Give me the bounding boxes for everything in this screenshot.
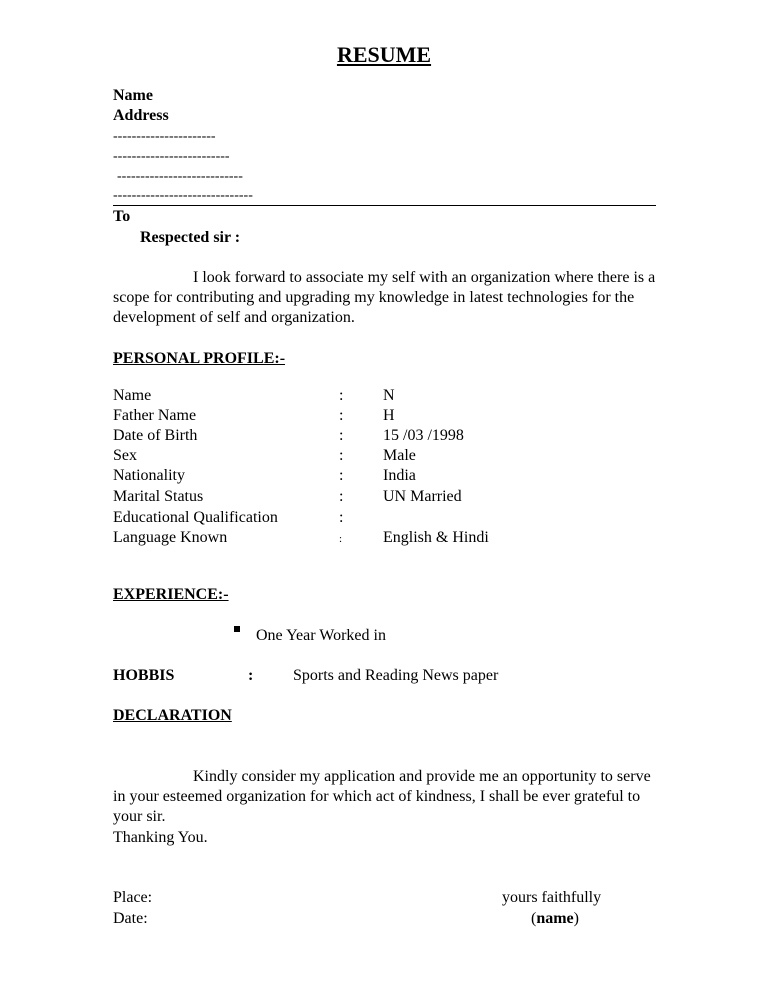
profile-label: Marital Status — [113, 488, 204, 505]
signature-name — [531, 909, 579, 929]
thanking-text: Thanking You. — [113, 829, 208, 846]
address-label: Address — [113, 107, 169, 124]
salutation: Respected sir : — [140, 229, 241, 246]
to-label: To — [113, 208, 131, 225]
name-paren-close: ) — [573, 910, 579, 927]
bullet-icon — [234, 626, 240, 632]
profile-separator: : — [339, 509, 344, 526]
profile-label: Nationality — [113, 467, 185, 484]
hobbies-separator: : — [248, 667, 254, 684]
experience-heading: EXPERIENCE:- — [113, 586, 229, 603]
profile-separator: : — [339, 387, 344, 404]
profile-value: English & Hindi — [383, 529, 489, 546]
profile-value: UN Married — [383, 488, 462, 505]
profile-label: Language Known — [113, 529, 228, 546]
profile-value: India — [383, 467, 416, 484]
page-title: RESUME — [336, 42, 432, 67]
address-line-4: ------------------------------ — [113, 188, 253, 203]
profile-label: Name — [113, 387, 152, 404]
profile-value: Male — [383, 447, 416, 464]
profile-label: Educational Qualification — [113, 509, 278, 526]
closing-text: yours faithfully — [502, 889, 602, 906]
profile-label: Father Name — [113, 407, 197, 424]
header-divider — [113, 205, 656, 206]
experience-item: One Year Worked in — [256, 627, 386, 644]
profile-separator: : — [339, 407, 344, 424]
profile-separator: : — [339, 467, 344, 484]
address-line-1: ---------------------- — [113, 129, 216, 144]
objective-text: I look forward to associate my self with an organization where there is a scope for contributing and upgrading my knowledge in latest technologies for the development of self and organization. — [113, 269, 656, 326]
hobbies-value: Sports and Reading News paper — [293, 667, 499, 684]
profile-separator: : — [339, 533, 343, 545]
declaration-heading: DECLARATION — [113, 707, 232, 724]
profile-separator: : — [339, 447, 344, 464]
date-label: Date: — [113, 910, 148, 927]
profile-separator: : — [339, 427, 344, 444]
hobbies-label: HOBBIS — [113, 667, 175, 684]
name-placeholder: name — [536, 910, 574, 927]
personal-profile-heading: PERSONAL PROFILE:- — [113, 350, 286, 367]
profile-value: N — [383, 387, 395, 404]
declaration-text: Kindly consider my application and provide me an opportunity to serve in your esteemed organization for which act of kindness, I shall be ever grateful to your sir. — [113, 768, 651, 825]
profile-value: 15 /03 /1998 — [383, 427, 464, 444]
name-label: Name — [113, 87, 153, 104]
address-line-3: --------------------------- — [117, 169, 243, 184]
profile-label: Date of Birth — [113, 427, 198, 444]
profile-label: Sex — [113, 447, 137, 464]
objective-paragraph — [113, 268, 658, 328]
profile-value: H — [383, 407, 395, 424]
name-paren-open: ( — [531, 910, 537, 927]
place-label: Place: — [113, 889, 153, 906]
profile-separator: : — [339, 488, 344, 505]
declaration-paragraph — [113, 767, 658, 827]
address-line-2: ------------------------- — [113, 149, 230, 164]
